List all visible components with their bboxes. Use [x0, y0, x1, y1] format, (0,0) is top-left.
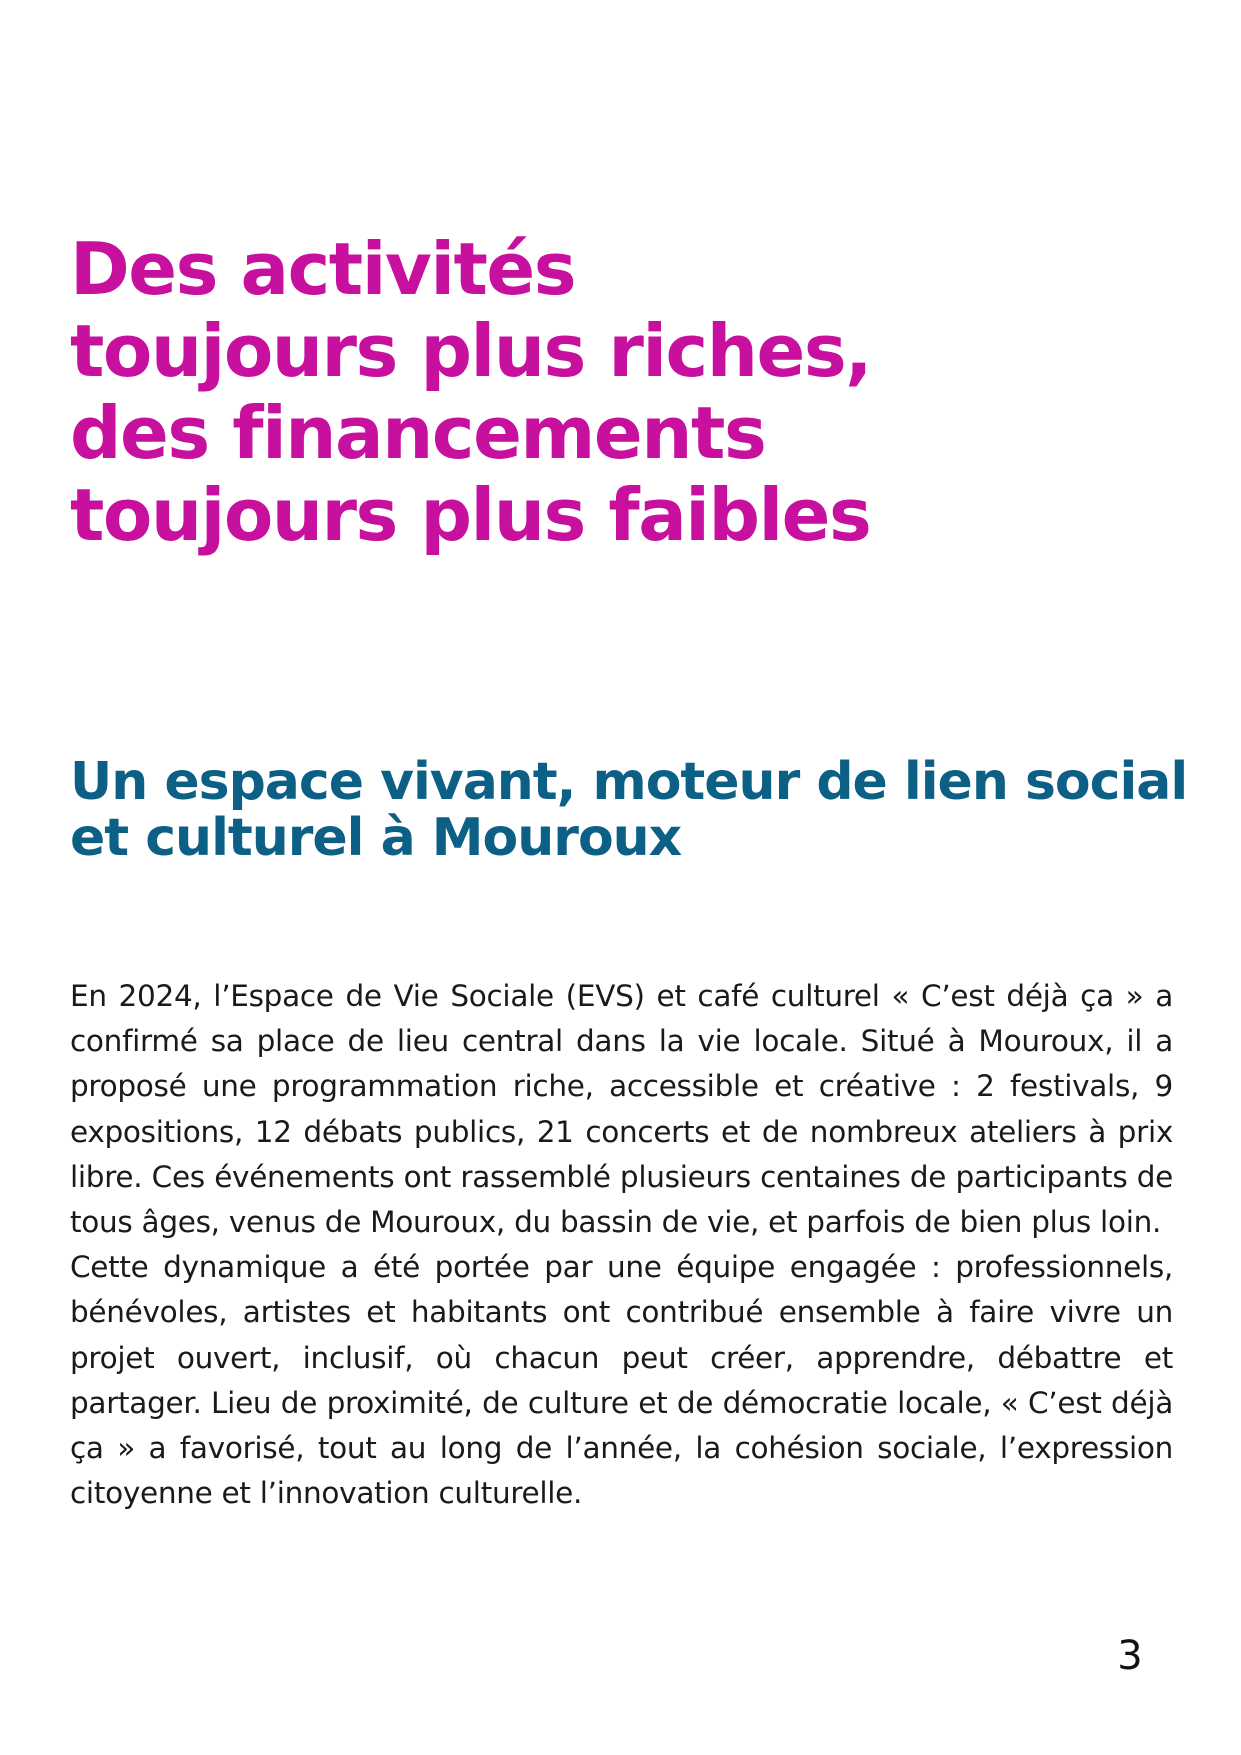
- title-line: des financements: [70, 391, 766, 475]
- title-line: Des activités: [70, 227, 576, 311]
- body-paragraph: En 2024, l’Espace de Vie Sociale (EVS) et café culturel « C’est déjà ça » a confirmé sa place de lieu central dans la vie locale. Situé à Mouroux, il a proposé une programmation riche, accessible et créative : 2 festivals, 9 expositions, 12 débats publics, 21 concerts et de nombreux ateliers à prix libre. Ces événements ont rassemblé plusieurs centaines de participants de tous âges, venus de Mouroux, du bassin de vie, et parfois de bien plus loin.: [70, 979, 1173, 1240]
- section-subtitle: [70, 752, 1188, 868]
- body-paragraph: Cette dynamique a été portée par une équipe engagée : professionnels, bénévoles, artistes et habitants ont contribué ensemble à faire vivre un projet ouvert, inclusif, où chacun peut créer, apprendre, débattre et partager. Lieu de proximité, de culture et de démocratie locale, « C’est déjà ça » a favorisé, tout au long de l’année, la cohésion sociale, l’expression citoyenne et l’innovation culturelle.: [70, 1250, 1173, 1511]
- subtitle-line: Un espace vivant, moteur de lien social: [70, 752, 1188, 812]
- page-title: [70, 228, 1070, 556]
- title-line: toujours plus riches,: [70, 309, 872, 393]
- body-text: [70, 974, 1173, 1516]
- page-number: 3: [1117, 1633, 1143, 1679]
- subtitle-line: et culturel à Mouroux: [70, 808, 682, 868]
- title-line: toujours plus faibles: [70, 473, 871, 557]
